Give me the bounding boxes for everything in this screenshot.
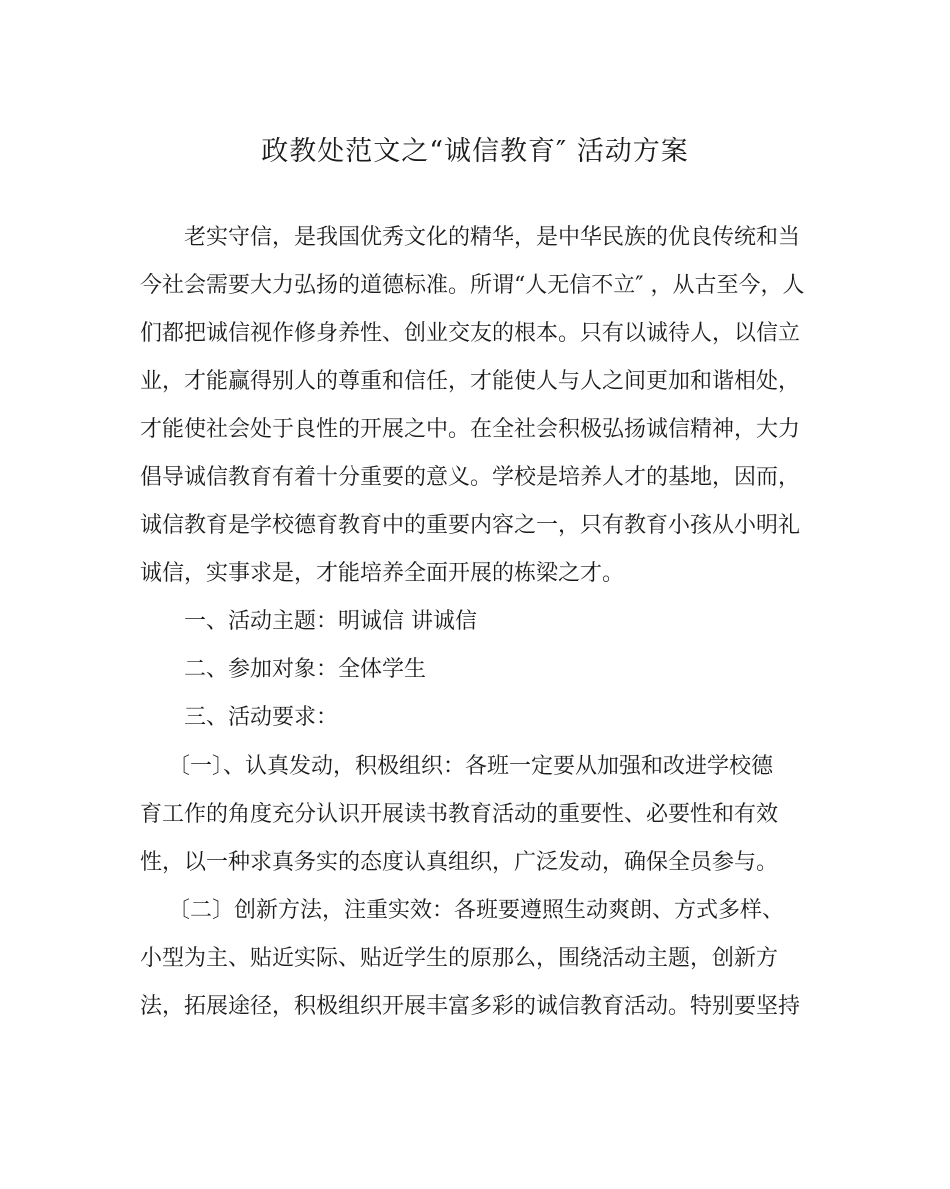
requirement-1-line-3: 性，以一种求真务实的态度认真组织，广泛发动，确保全员参与。 — [140, 850, 779, 875]
intro-line-6: 倡导诚信教育有着十分重要的意义。学校是培养人才的基地，因而， — [140, 465, 801, 490]
intro-line-4: 业，才能赢得别人的尊重和信任，才能使人与人之间更加和谐相处， — [140, 369, 801, 394]
requirement-2-line-1: 〔二〕创新方法，注重实效：各班要遵照生动爽朗、方式多样、 — [168, 898, 785, 923]
requirement-1-line-1: 〔一〕、认真发动，积极组织：各班一定要从加强和改进学校德 — [168, 754, 774, 779]
intro-line-5: 才能使社会处于良性的开展之中。在全社会积极弘扬诚信精神，大力 — [140, 417, 801, 442]
section-participants: 二、参加对象：全体学生 — [184, 657, 427, 682]
document-title: 政教处范文之“诚信教育″ 活动方案 — [261, 136, 689, 167]
intro-line-3: 们都把诚信视作修身养性、创业交友的根本。只有以诚待人，以信立 — [140, 321, 801, 346]
intro-line-7: 诚信教育是学校德育教育中的重要内容之一，只有教育小孩从小明礼 — [140, 513, 801, 538]
intro-line-1: 老实守信，是我国优秀文化的精华，是中华民族的优良传统和当 — [184, 225, 801, 250]
requirement-2-line-3: 法，拓展途径，积极组织开展丰富多彩的诚信教育活动。特别要坚持 — [140, 994, 801, 1019]
requirement-1-line-2: 育工作的角度充分认识开展读书教育活动的重要性、必要性和有效 — [140, 802, 779, 827]
intro-line-2: 今社会需要大力弘扬的道德标准。所谓“人无信不立″ ，从古至今，人 — [140, 273, 805, 298]
section-theme: 一、活动主题：明诚信 讲诚信 — [184, 609, 477, 634]
intro-line-8: 诚信，实事求是，才能培养全面开展的栋梁之才。 — [140, 561, 625, 586]
section-requirements: 三、活动要求： — [184, 705, 339, 730]
requirement-2-line-2: 小型为主、贴近实际、贴近学生的原那么，围绕活动主题，创新方 — [140, 946, 779, 971]
